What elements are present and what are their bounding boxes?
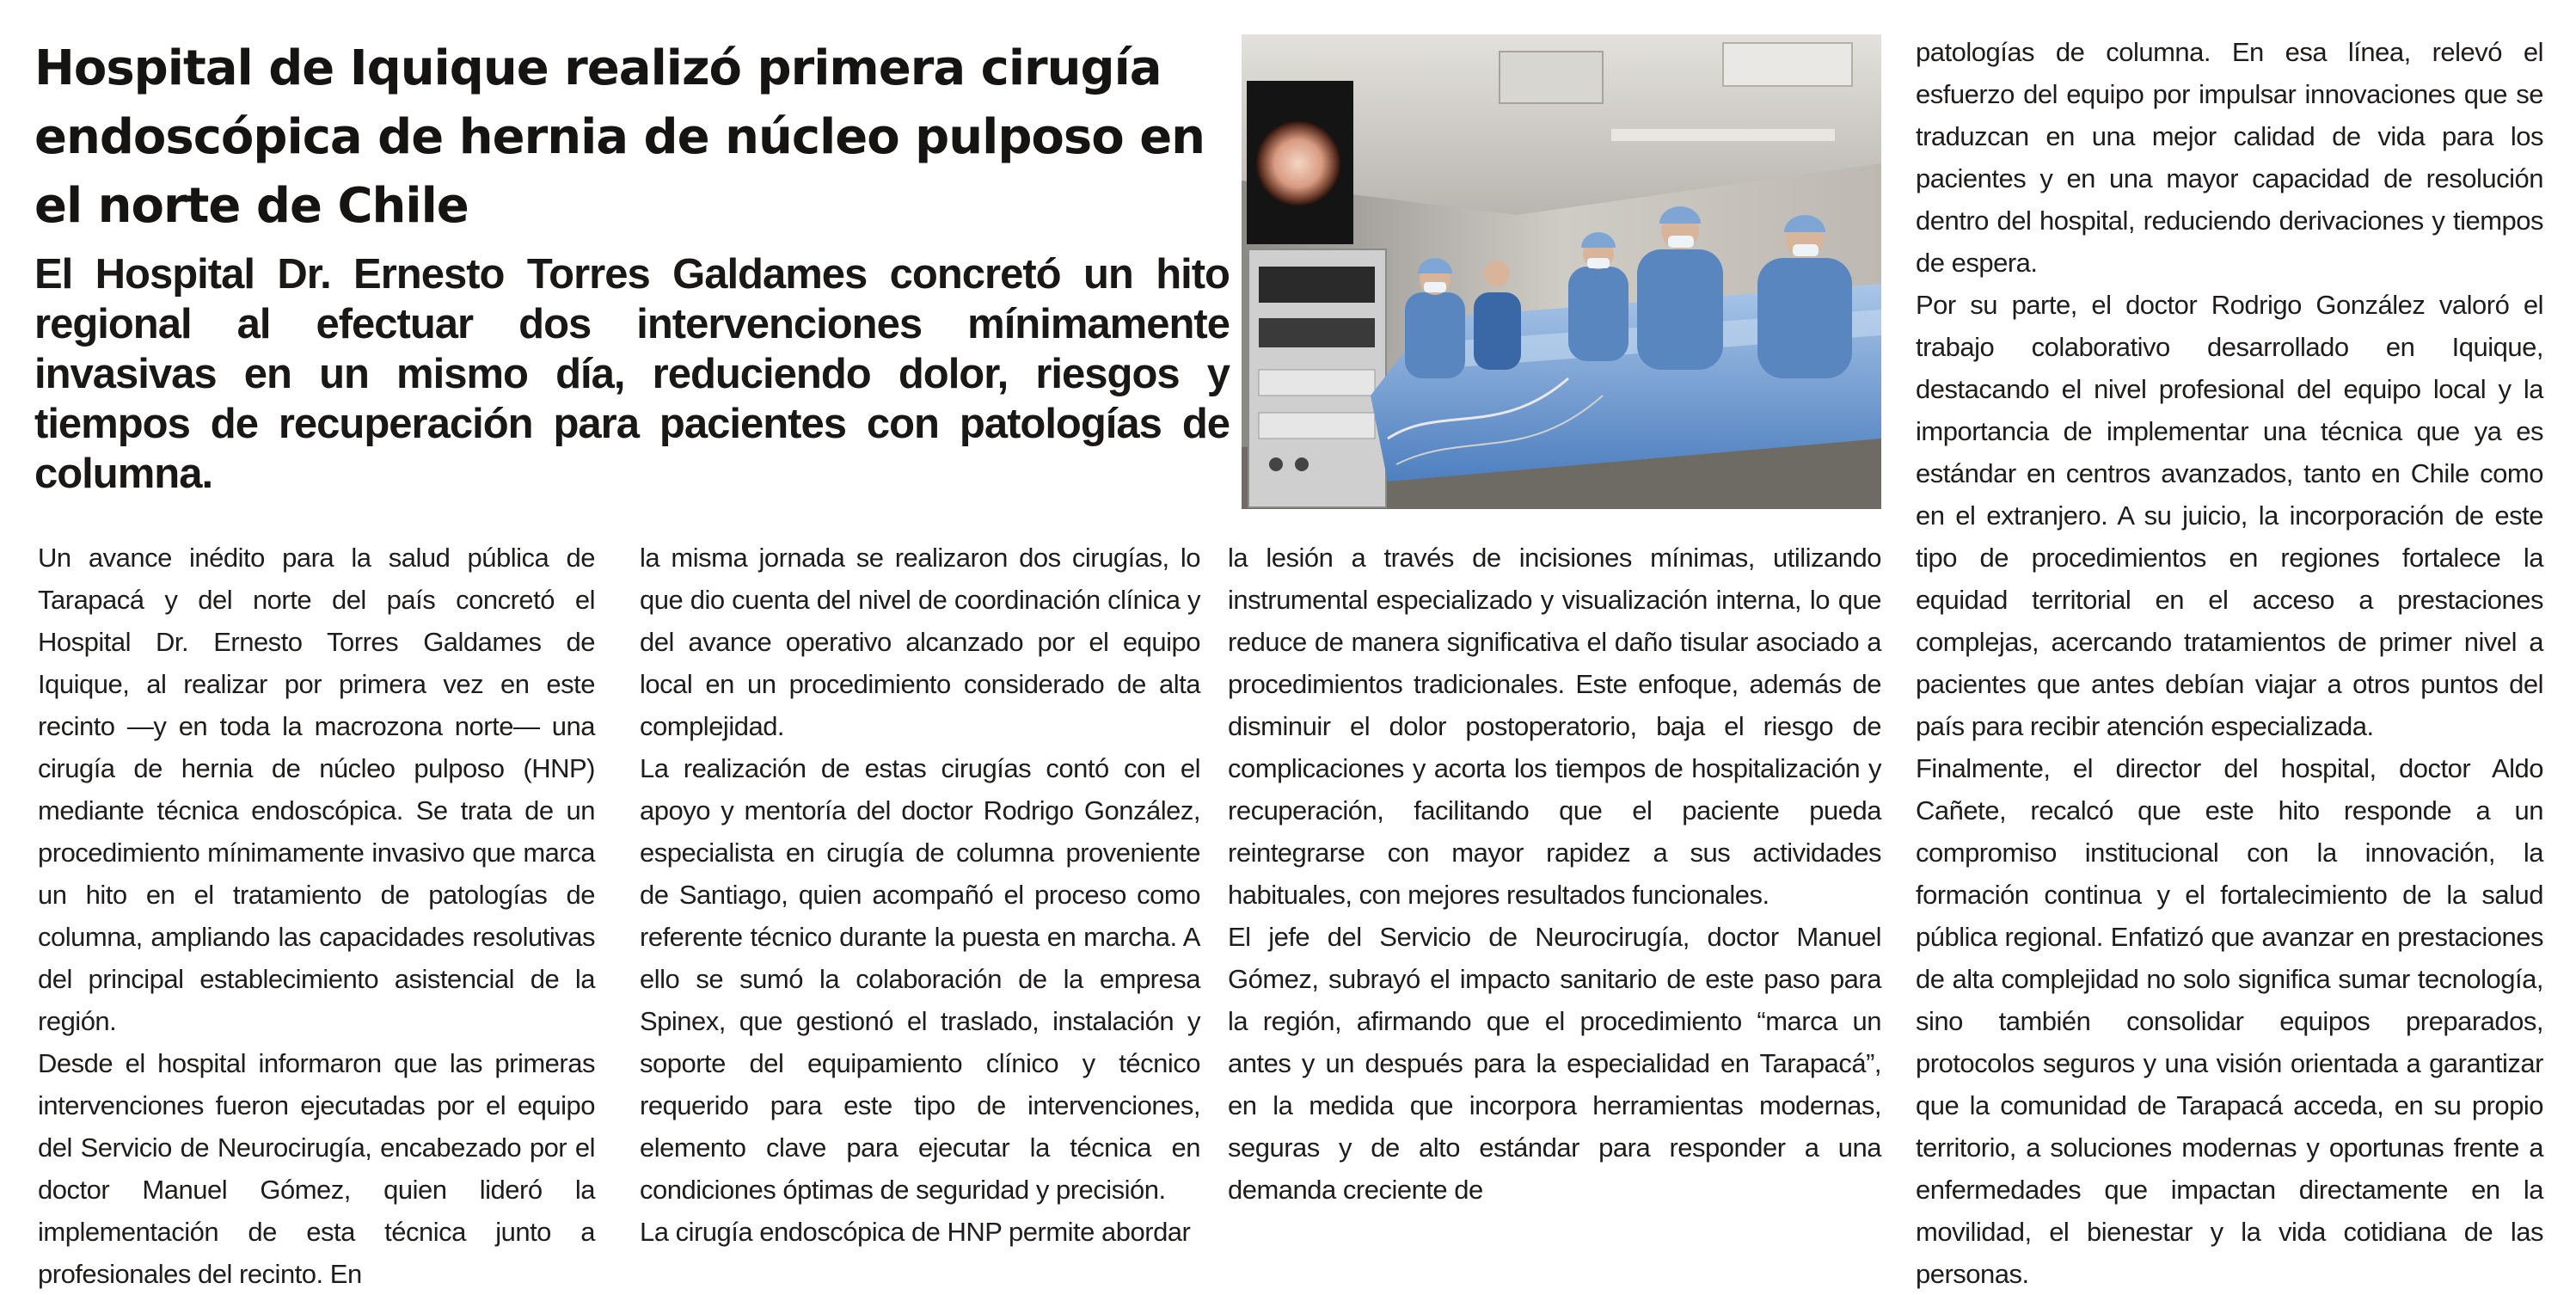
paragraph: La realización de estas cirugías contó con el apoyo y mentoría del doctor Rodrigo González, especialista en cirugía de columna proveniente de Santiago, quien acompañó el proceso como referente técnico durante la puesta en marcha. A ello se sumó la colaboración de la empresa Spinex, que gestionó el traslado, instalación y soporte del equipamiento clínico y técnico requerido para este tipo de intervenciones, elemento clave para ejecutar la técnica en condiciones óptimas de seguridad y precisión. [640, 753, 1200, 1205]
paragraph: patologías de columna. En esa línea, relevó el esfuerzo del equipo por impulsar innovaciones que se traduzcan en una mejor calidad de vida para los pacientes y en una mayor capacidad de resolución dentro del hospital, reduciendo derivaciones y tiempos de espera. [1916, 37, 2543, 278]
paragraph: Desde el hospital informaron que las primeras intervenciones fueron ejecutadas por el equipo del Servicio de Neurocirugía, encabezado por el doctor Manuel Gómez, quien lideró la implementación de esta técnica junto a profesionales del recinto. En [38, 1048, 595, 1289]
article-headline: Hospital de Iquique realizó primera cirugía endoscópica de hernia de núcleo pulposo en el norte de Chile [34, 40, 1205, 234]
article-column-3 [1228, 537, 1881, 1211]
paragraph: la misma jornada se realizaron dos cirugías, lo que dio cuenta del nivel de coordinación clínica y del avance operativo alcanzado por el equipo local en un procedimiento considerado de alta complejidad. [640, 543, 1200, 741]
paragraph: El jefe del Servicio de Neurocirugía, doctor Manuel Gómez, subrayó el impacto sanitario de este paso para la región, afirmando que el procedimiento “marca un antes y un después para la especialidad en Tarapacá”, en la medida que incorpora herramientas modernas, seguras y de alto estándar para responder a una demanda creciente de [1228, 922, 1881, 1205]
operating-room-illustration [1242, 34, 1881, 509]
paragraph: Finalmente, el director del hospital, doctor Aldo Cañete, recalcó que este hito responde a un compromiso institucional con la innovación, la formación continua y el fortalecimiento de la salud pública regional. Enfatizó que avanzar en prestaciones de alta complejidad no solo significa sumar tecnología, sino también consolidar equipos preparados, protocolos seguros y una visión orientada a garantizar que la comunidad de Tarapacá acceda, en su propio territorio, a soluciones modernas y oportunas frente a enfermedades que impactan directamente en la movilidad, el bienestar y la vida cotidiana de las personas. [1916, 753, 2543, 1289]
paragraph: la lesión a través de incisiones mínimas, utilizando instrumental especializado y visualización interna, lo que reduce de manera significativa el daño tisular asociado a procedimientos tradicionales. Este enfoque, además de disminuir el dolor postoperatorio, baja el riesgo de complicaciones y acorta los tiempos de hospitalización y recuperación, facilitando que el paciente pueda reintegrarse con mayor rapidez a sus actividades habituales, con mejores resultados funcionales. [1228, 543, 1881, 910]
surgery-photo [1242, 34, 1881, 509]
paragraph: Por su parte, el doctor Rodrigo González valoró el trabajo colaborativo desarrollado en Iquique, destacando el nivel profesional del equipo local y la importancia de implementar una técnica que ya es estándar en centros avanzados, tanto en Chile como en el extranjero. A su juicio, la incorporación de este tipo de procedimientos en regiones fortalece la equidad territorial en el acceso a prestaciones complejas, acercando tratamientos de primer nivel a pacientes que antes debían viajar a otros puntos del país para recibir atención especializada. [1916, 290, 2543, 741]
article-subheadline: El Hospital Dr. Ernesto Torres Galdames concretó un hito regional al efectuar dos intervenciones mínimamente invasivas en un mismo día, reduciendo dolor, riesgos y tiempos de recuperación para pacientes con patologías de columna. [34, 251, 1230, 497]
paragraph: La cirugía endoscópica de HNP permite abordar [640, 1217, 1191, 1247]
article-column-2 [640, 537, 1200, 1253]
paragraph: Un avance inédito para la salud pública de Tarapacá y del norte del país concretó el Hospital Dr. Ernesto Torres Galdames de Iquique, al realizar por primera vez en este recinto —y en toda la macrozona norte— una cirugía de hernia de núcleo pulposo (HNP) mediante técnica endoscópica. Se trata de un procedimiento mínimamente invasivo que marca un hito en el tratamiento de patologías de columna, ampliando las capacidades resolutivas del principal establecimiento asistencial de la región. [38, 543, 595, 1036]
article-column-4 [1916, 31, 2543, 1295]
article-column-1 [38, 537, 595, 1295]
